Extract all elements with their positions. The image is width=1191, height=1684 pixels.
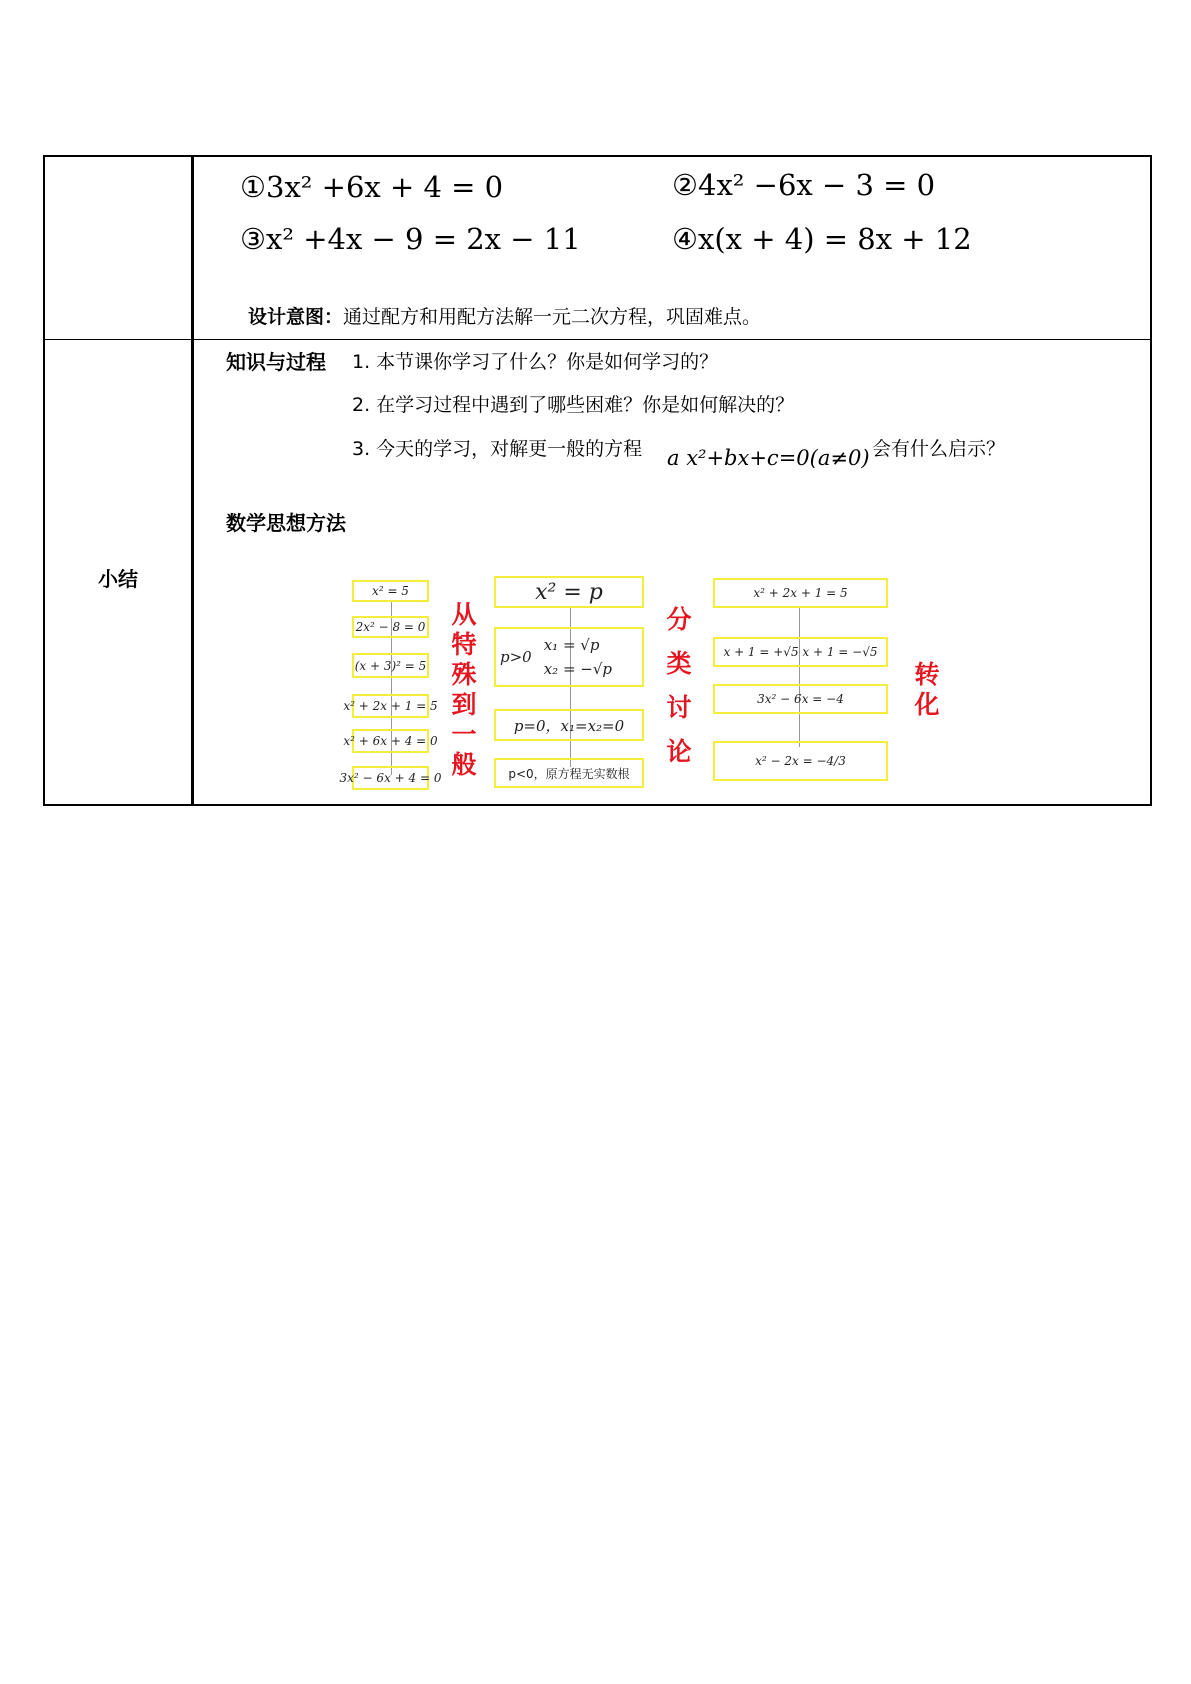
row-label-summary: 小结 [98,567,138,591]
table-bottom-border [43,804,1152,806]
case-p-negative: p<0，原方程无实数根 [494,758,644,788]
label-char: 讨 [666,693,692,722]
design-intent-label: 设计意图： [248,306,344,328]
label-char: 分 [666,605,692,634]
table-right-border [1150,155,1152,805]
table-left-border [43,155,45,805]
special-step-5: x² + 6x + 4 = 0 [352,729,429,753]
root-x2: x₂ = −√p [543,660,613,678]
equation-4: ④x(x + 4) = 8x + 12 [672,222,972,256]
classify-root: x² = p [494,576,644,608]
case-p-positive-roots [544,633,612,681]
label-char: 化 [914,690,940,719]
label-char: 论 [666,737,692,766]
transform-step-3: 3x² − 6x = −4 [713,684,888,714]
label-char: 般 [451,750,477,779]
special-step-4: x² + 2x + 1 = 5 [352,694,429,718]
design-intent-text: 通过配方和用配方法解一元二次方程，巩固难点。 [343,306,762,328]
transform-step-1: x² + 2x + 1 = 5 [713,578,888,608]
case-p-positive-condition: p>0 [500,648,532,666]
table-row-divider [43,339,1152,340]
special-step-2: 2x² − 8 = 0 [352,616,429,638]
transform-step-2: x + 1 = +√5 x + 1 = −√5 [713,637,888,667]
special-step-1: x² = 5 [352,580,429,602]
design-intent [248,302,761,329]
label-special-to-general [449,600,479,780]
root-x1: x₁ = √p [543,636,600,654]
label-char: 特 [451,630,477,659]
equation-2: ②4x² −6x − 3 = 0 [672,168,936,202]
case-p-zero: p=0，x₁=x₂=0 [494,709,644,741]
label-char: 殊 [451,660,477,689]
transform-step-4: x² − 2x = −4/3 [713,741,888,781]
special-step-6: 3x² − 6x + 4 = 0 [352,766,429,790]
label-char: 一 [451,720,477,749]
knowledge-heading: 知识与过程 [226,350,326,374]
question-3-prefix: 3. 今天的学习，对解更一般的方程 [352,438,643,460]
question-2: 2. 在学习过程中遇到了哪些困难？你是如何解决的？ [352,394,795,416]
label-transformation [912,660,942,720]
label-char: 到 [451,690,477,719]
question-1: 1. 本节课你学习了什么？你是如何学习的？ [352,351,719,373]
label-classification [664,598,694,774]
table-top-border [43,155,1152,157]
table-column-divider [191,155,194,805]
label-char: 从 [451,600,477,629]
label-char: 类 [666,649,692,678]
special-step-3: (x + 3)² = 5 [352,653,429,678]
equation-1: ①3x² +6x + 4 = 0 [240,170,504,204]
general-quadratic-formula: a x²+bx+c=0(a≠0) [667,446,870,470]
case-p-positive [494,627,644,687]
label-char: 转 [914,660,940,689]
methods-heading: 数学思想方法 [226,511,346,535]
column-3-connector [799,607,800,747]
question-3-suffix: 会有什么启示？ [872,438,1006,460]
equation-3: ③x² +4x − 9 = 2x − 11 [240,222,581,256]
